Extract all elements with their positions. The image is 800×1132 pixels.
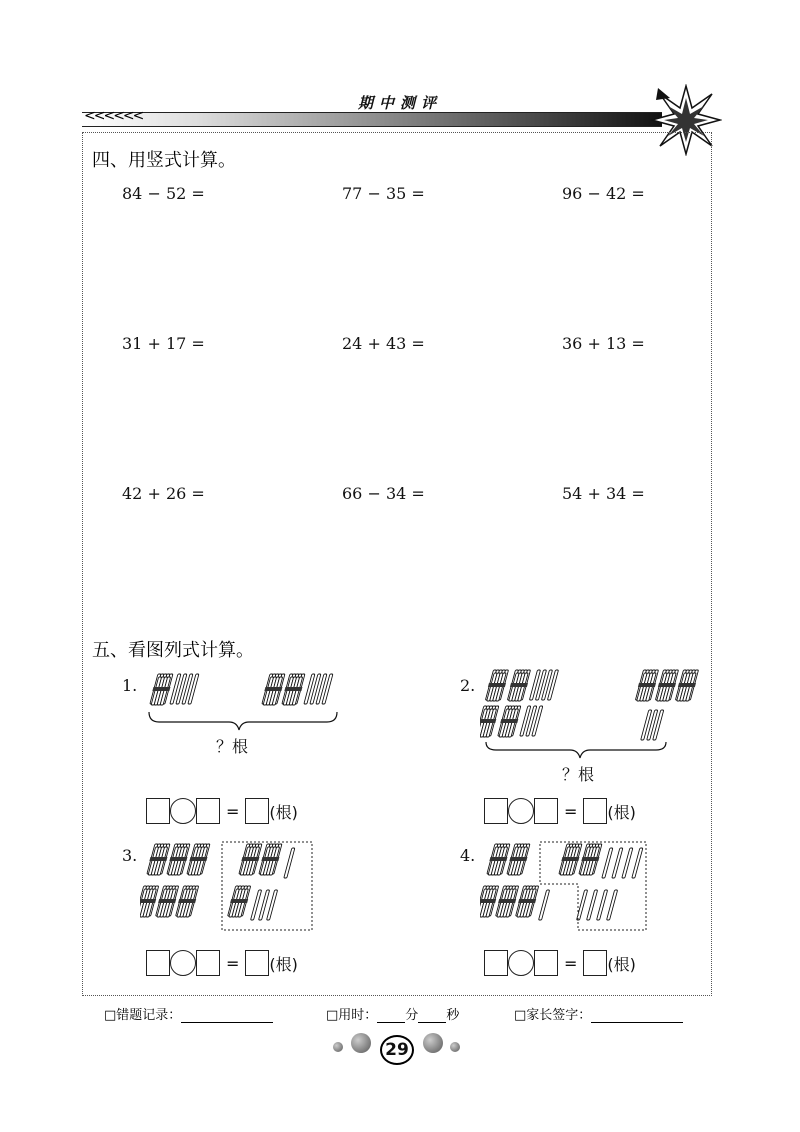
item2-unit: (根) xyxy=(607,802,636,822)
item4-box-a[interactable] xyxy=(484,950,508,976)
problem-4-3-3: 54 + 34 = xyxy=(562,484,645,503)
item1-box-b[interactable] xyxy=(196,798,220,824)
item2-answer-row xyxy=(484,798,636,824)
item1-question: ？根 xyxy=(216,737,249,756)
item4-operator-circle[interactable] xyxy=(508,950,534,976)
item4-figure xyxy=(480,840,660,935)
item1-box-result[interactable] xyxy=(245,798,269,824)
item2-number: 2. xyxy=(460,676,476,695)
item2-operator-circle[interactable] xyxy=(508,798,534,824)
item3-operator-circle[interactable] xyxy=(170,950,196,976)
decor-dot-icon xyxy=(450,1042,460,1052)
item1-equals: = xyxy=(226,801,240,821)
problem-4-3-2: 66 − 34 = xyxy=(342,484,425,503)
item3-figure xyxy=(140,840,320,935)
footer-sign xyxy=(514,1004,683,1023)
footer-time xyxy=(326,1004,459,1023)
sign-blank[interactable] xyxy=(591,1007,683,1023)
item3-box-a[interactable] xyxy=(146,950,170,976)
problem-4-2-3: 36 + 13 = xyxy=(562,334,645,353)
item4-unit: (根) xyxy=(607,954,636,974)
item4-box-result[interactable] xyxy=(583,950,607,976)
seconds-blank[interactable] xyxy=(418,1007,446,1023)
footer-time-label: □用时： xyxy=(326,1008,378,1023)
footer-errors xyxy=(104,1004,273,1023)
page-number: 29 xyxy=(380,1035,414,1065)
item3-box-b[interactable] xyxy=(196,950,220,976)
header-bar xyxy=(82,112,662,127)
item1-answer-row xyxy=(146,798,298,824)
item4-box-b[interactable] xyxy=(534,950,558,976)
minutes-label: 分 xyxy=(405,1008,419,1023)
item4-number: 4. xyxy=(460,846,476,865)
decor-dot-icon xyxy=(423,1033,443,1053)
item3-number: 3. xyxy=(122,846,138,865)
decor-dot-icon xyxy=(351,1033,371,1053)
item1-unit: (根) xyxy=(269,802,298,822)
page-header-title: 期中测评 xyxy=(357,94,442,112)
footer-sign-label: □家长签字： xyxy=(514,1008,592,1023)
problem-4-1-1: 84 − 52 = xyxy=(122,184,205,203)
seconds-label: 秒 xyxy=(446,1008,460,1023)
item4-equals: = xyxy=(564,953,578,973)
problem-4-2-1: 31 + 17 = xyxy=(122,334,205,353)
item2-equals: = xyxy=(564,801,578,821)
problem-4-2-2: 24 + 43 = xyxy=(342,334,425,353)
decor-dot-icon xyxy=(333,1042,343,1052)
item3-equals: = xyxy=(226,953,240,973)
item3-box-result[interactable] xyxy=(245,950,269,976)
errors-blank[interactable] xyxy=(181,1007,273,1023)
problem-4-3-1: 42 + 26 = xyxy=(122,484,205,503)
problem-4-1-2: 77 − 35 = xyxy=(342,184,425,203)
item1-operator-circle[interactable] xyxy=(170,798,196,824)
item1-number: 1. xyxy=(122,676,138,695)
section4-title: 四、用竖式计算。 xyxy=(92,150,236,171)
problem-4-1-3: 96 − 42 = xyxy=(562,184,645,203)
item2-question: ？根 xyxy=(562,765,595,784)
section5-title: 五、看图列式计算。 xyxy=(92,640,254,661)
item4-answer-row xyxy=(484,950,636,976)
item2-box-result[interactable] xyxy=(583,798,607,824)
item2-box-a[interactable] xyxy=(484,798,508,824)
header-arrows: <<<<<< xyxy=(84,108,143,124)
footer-errors-label: □错题记录： xyxy=(104,1008,182,1023)
minutes-blank[interactable] xyxy=(377,1007,405,1023)
item2-figure xyxy=(480,668,705,760)
item1-box-a[interactable] xyxy=(146,798,170,824)
item2-box-b[interactable] xyxy=(534,798,558,824)
item3-answer-row xyxy=(146,950,298,976)
item3-unit: (根) xyxy=(269,954,298,974)
